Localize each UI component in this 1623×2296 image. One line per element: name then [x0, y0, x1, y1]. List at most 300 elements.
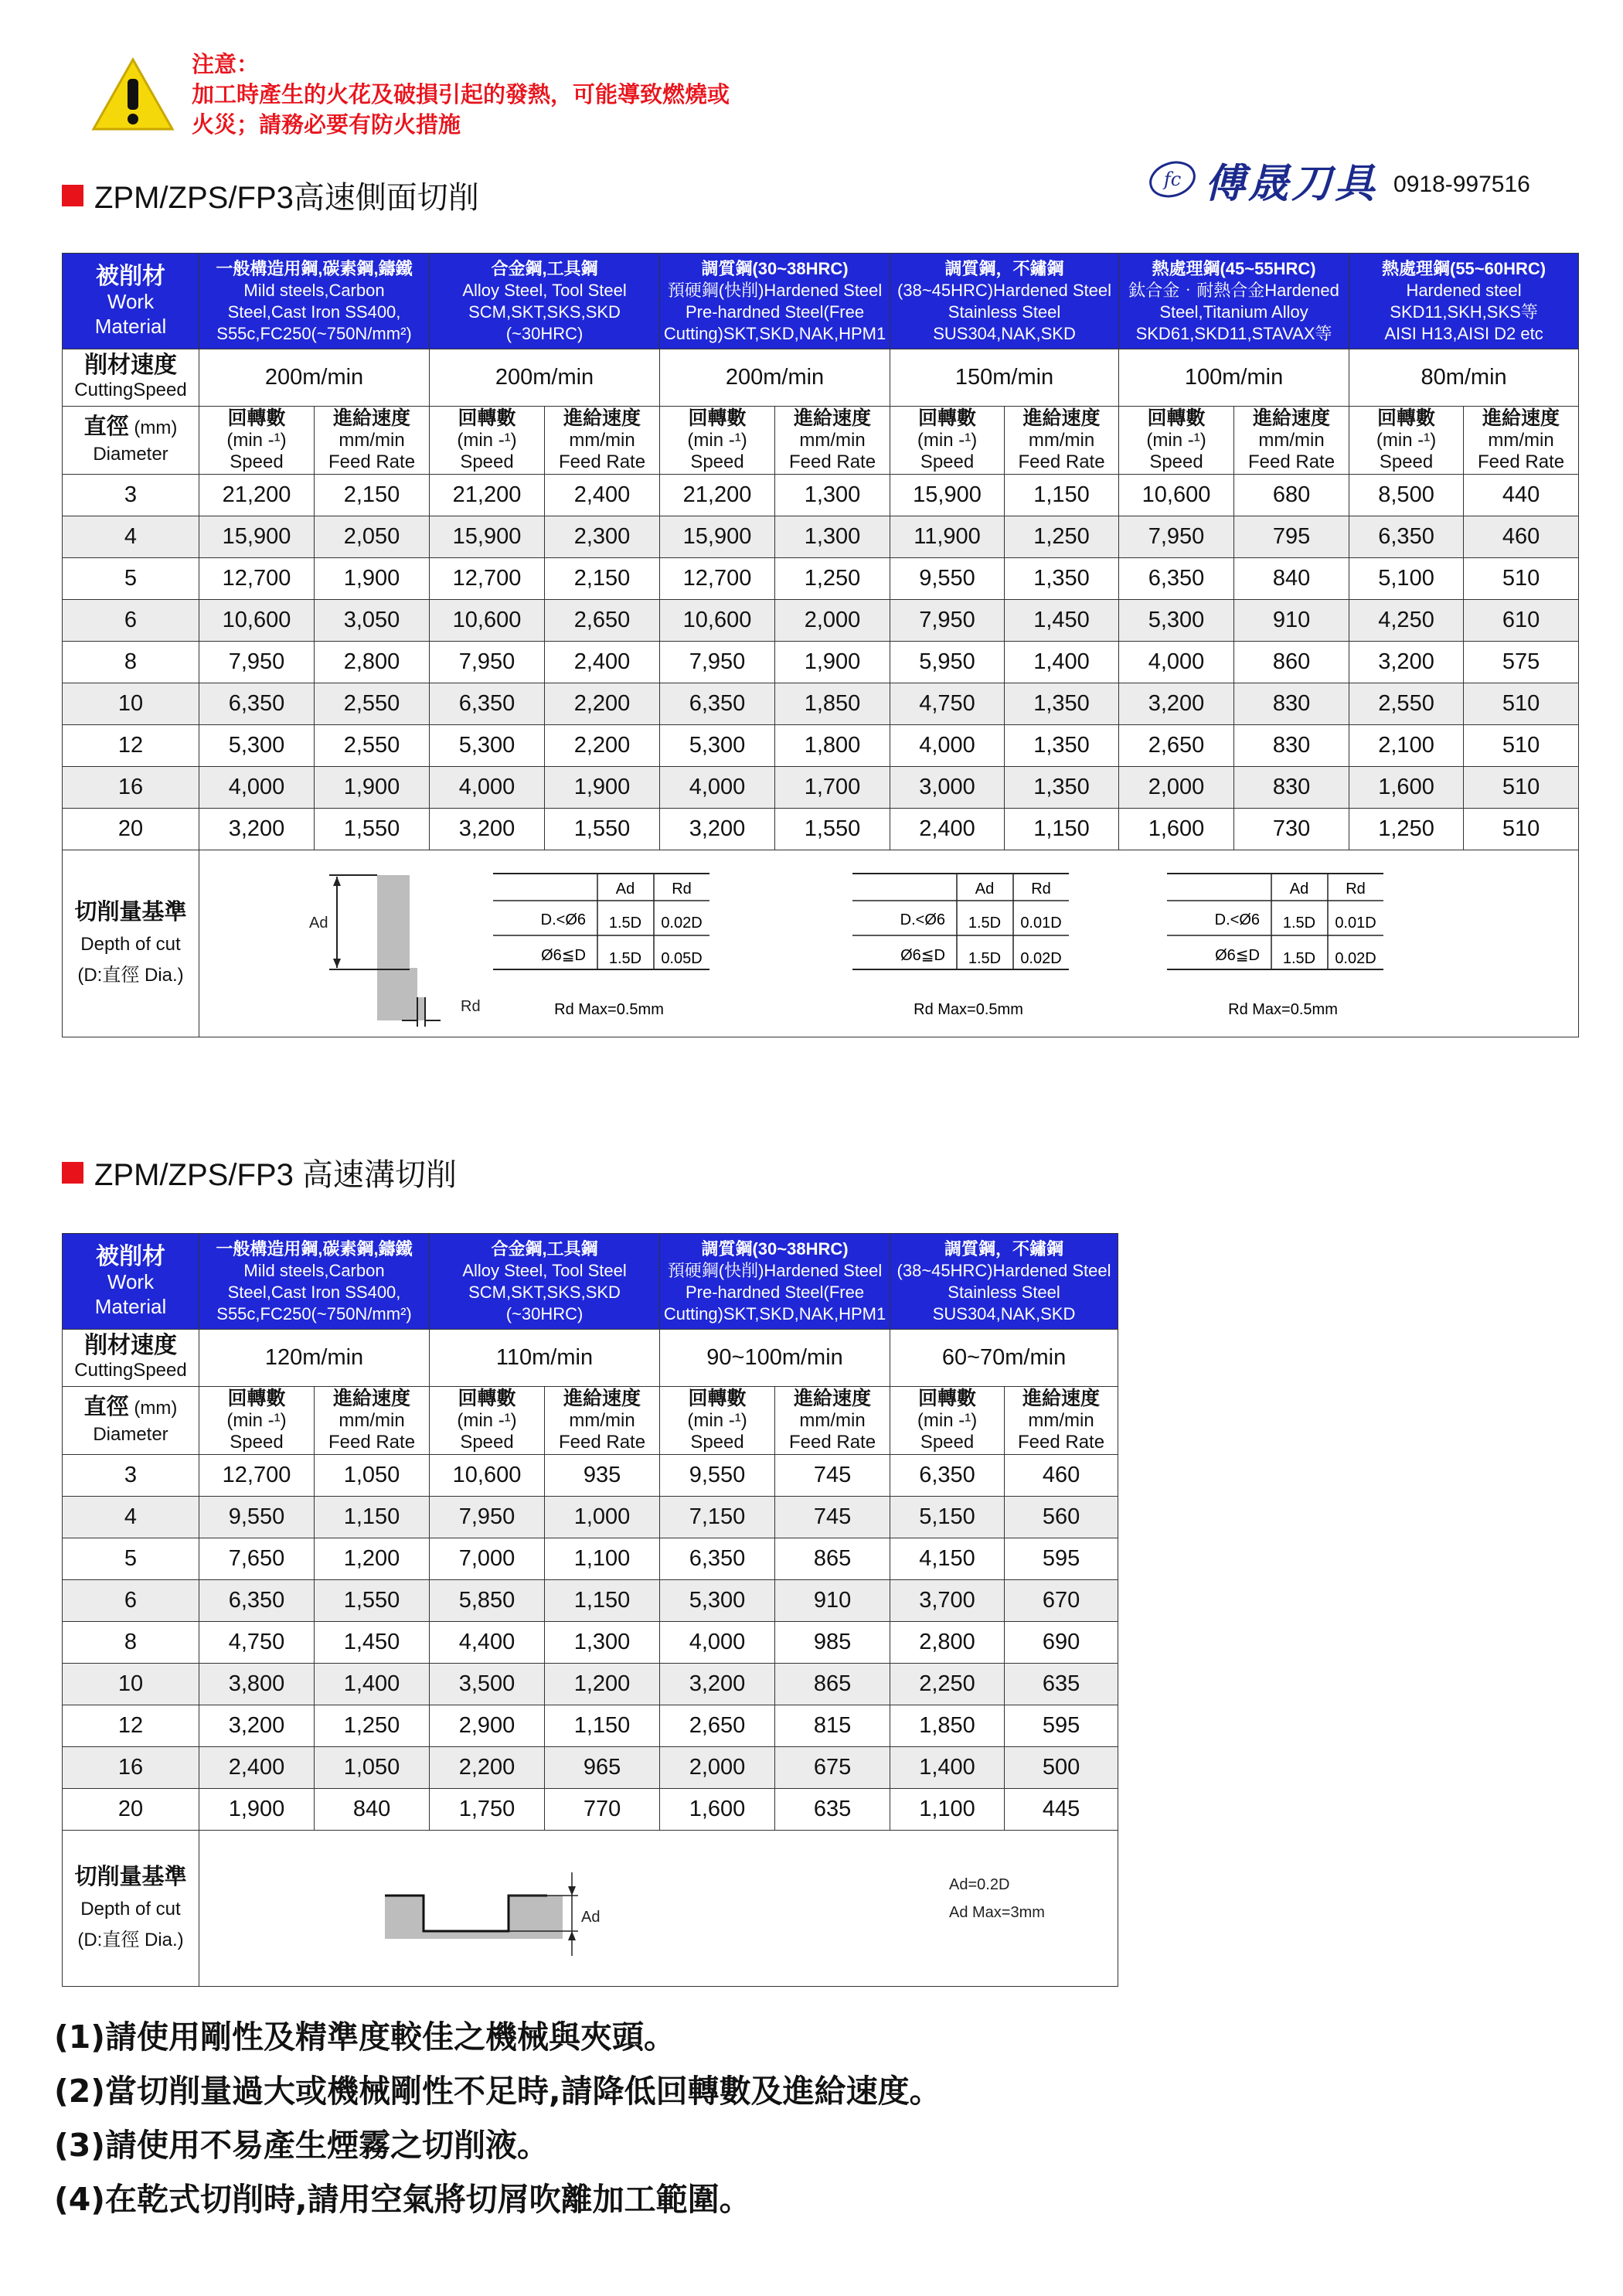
- feed-rate-cell: 1,200: [545, 1664, 660, 1705]
- feed-rate-cell: 690: [1005, 1622, 1118, 1664]
- feed-rate-cell: 595: [1005, 1705, 1118, 1747]
- red-square-bullet: [62, 1162, 83, 1184]
- feed-rate-cell: 510: [1464, 558, 1579, 600]
- table-row: [63, 516, 1579, 558]
- material-cell: 調質鋼(30~38HRC) 預硬鋼(快削)Hardened Steel Pre-hardned Steel(Free Cutting)SKT,SKD,NAK,HPM1: [660, 254, 890, 349]
- speed-cell: 15,900: [660, 516, 775, 558]
- doc-table-3: [1167, 874, 1383, 1018]
- speed-cell: 15,900: [890, 475, 1005, 516]
- brand: [1148, 148, 1530, 210]
- speed-cell: 3,200: [199, 809, 315, 850]
- diameter-cell: 4: [63, 516, 199, 558]
- speed-cell: 2,900: [430, 1705, 545, 1747]
- feed-rate-header: 進給速度 mm/min Feed Rate: [315, 407, 430, 475]
- feed-rate-cell: 1,550: [315, 1580, 430, 1622]
- fire-warning: [85, 46, 904, 147]
- material-cell: 調質鋼，不鏽鋼 (38~45HRC)Hardened Steel Stainless Steel SUS304,NAK,SKD: [890, 1234, 1118, 1330]
- svg-text:0.01D: 0.01D: [1020, 914, 1062, 932]
- feed-rate-cell: 865: [775, 1664, 890, 1705]
- work-material-label: 被削材 Work Material: [63, 1234, 199, 1330]
- speed-cell: 1,400: [890, 1747, 1005, 1789]
- cutting-speed-value: 100m/min: [1119, 349, 1349, 407]
- diameter-cell: 12: [63, 725, 199, 767]
- speed-cell: 6,350: [199, 683, 315, 725]
- material-cell: 調質鋼，不鏽鋼 (38~45HRC)Hardened Steel Stainless Steel SUS304,NAK,SKD: [890, 254, 1119, 349]
- table-row: [63, 1455, 1118, 1497]
- table-row: [63, 642, 1579, 683]
- feed-rate-cell: 3,050: [315, 600, 430, 642]
- diameter-cell: 5: [63, 1538, 199, 1580]
- diameter-cell: 20: [63, 809, 199, 850]
- speed-cell: 1,850: [890, 1705, 1005, 1747]
- material-cell: 調質鋼(30~38HRC) 預硬鋼(快削)Hardened Steel Pre-hardned Steel(Free Cutting)SKT,SKD,NAK,HPM1: [660, 1234, 890, 1330]
- speed-cell: 1,100: [890, 1789, 1005, 1831]
- speed-cell: 2,000: [660, 1747, 775, 1789]
- speed-cell: 15,900: [199, 516, 315, 558]
- table-row: [63, 1497, 1118, 1538]
- speed-cell: 6,350: [660, 683, 775, 725]
- feed-rate-cell: 1,150: [545, 1705, 660, 1747]
- feed-rate-header: 進給速度 mm/min Feed Rate: [1005, 407, 1119, 475]
- brand-logo: [1148, 160, 1197, 199]
- cutting-speed-row: [63, 349, 1579, 407]
- feed-rate-cell: 815: [775, 1705, 890, 1747]
- svg-text:D.<Ø6: D.<Ø6: [540, 911, 586, 928]
- feed-rate-cell: 1,300: [775, 516, 890, 558]
- feed-rate-cell: 2,150: [315, 475, 430, 516]
- svg-text:1.5D: 1.5D: [968, 914, 1002, 932]
- speed-cell: 2,400: [890, 809, 1005, 850]
- speed-cell: 4,750: [199, 1622, 315, 1664]
- speed-cell: 10,600: [660, 600, 775, 642]
- feed-rate-cell: 1,700: [775, 767, 890, 809]
- speed-cell: 3,200: [199, 1705, 315, 1747]
- note-item: (4)在乾式切削時,請用空氣將切屑吹離加工範圍。: [54, 2181, 751, 2218]
- speed-cell: 5,300: [199, 725, 315, 767]
- cutting-speed-value: 200m/min: [430, 349, 660, 407]
- feed-rate-cell: 730: [1234, 809, 1349, 850]
- speed-cell: 5,100: [1349, 558, 1464, 600]
- speed-cell: 5,300: [430, 725, 545, 767]
- feed-rate-header: 進給速度 mm/min Feed Rate: [1464, 407, 1579, 475]
- speed-cell: 6,350: [1119, 558, 1234, 600]
- cutting-speed-value: 120m/min: [199, 1330, 430, 1387]
- speed-cell: 2,100: [1349, 725, 1464, 767]
- speed-cell: 3,200: [660, 809, 775, 850]
- feed-rate-cell: 860: [1234, 642, 1349, 683]
- brand-phone: 0918-997516: [1393, 172, 1530, 197]
- svg-text:0.02D: 0.02D: [1335, 949, 1376, 967]
- speed-cell: 7,150: [660, 1497, 775, 1538]
- feed-rate-cell: 1,550: [775, 809, 890, 850]
- svg-text:Ø6≦D: Ø6≦D: [1215, 946, 1260, 964]
- feed-rate-cell: 1,850: [775, 683, 890, 725]
- feed-rate-cell: 510: [1464, 809, 1579, 850]
- speed-cell: 12,700: [199, 1455, 315, 1497]
- feed-rate-header: 進給速度 mm/min Feed Rate: [545, 1387, 660, 1455]
- table-row: [63, 1747, 1118, 1789]
- slot-cut-title: ZPM/ZPS/FP3 高速溝切削: [62, 1150, 457, 1194]
- diameter-cell: 5: [63, 558, 199, 600]
- speed-cell: 11,900: [890, 516, 1005, 558]
- speed-cell: 2,200: [430, 1747, 545, 1789]
- cutting-speed-value: 150m/min: [890, 349, 1119, 407]
- rpm-header: 回轉數 (min -¹) Speed: [890, 1387, 1005, 1455]
- table-row: [63, 683, 1579, 725]
- brand-name: 傅晟刀具: [1205, 159, 1379, 207]
- speed-cell: 3,800: [199, 1664, 315, 1705]
- note-item: (2)當切削量過大或機械剛性不足時,請降低回轉數及進給速度。: [54, 2073, 941, 2110]
- speed-cell: 4,000: [430, 767, 545, 809]
- feed-rate-header: 進給速度 mm/min Feed Rate: [545, 407, 660, 475]
- feed-rate-cell: 935: [545, 1455, 660, 1497]
- feed-rate-cell: 1,450: [315, 1622, 430, 1664]
- feed-rate-cell: 1,150: [545, 1580, 660, 1622]
- svg-text:Ø6≦D: Ø6≦D: [900, 946, 945, 964]
- feed-rate-cell: 1,900: [775, 642, 890, 683]
- feed-rate-cell: 2,200: [545, 725, 660, 767]
- speed-cell: 6,350: [660, 1538, 775, 1580]
- speed-cell: 3,200: [1349, 642, 1464, 683]
- cutting-speed-value: 90~100m/min: [660, 1330, 890, 1387]
- speed-cell: 7,950: [430, 642, 545, 683]
- feed-rate-cell: 575: [1464, 642, 1579, 683]
- feed-rate-cell: 2,400: [545, 642, 660, 683]
- feed-rate-cell: 1,300: [775, 475, 890, 516]
- feed-rate-cell: 635: [1005, 1664, 1118, 1705]
- depth-of-cut-label: 切削量基準 Depth of cut (D:直徑 Dia.): [63, 1831, 199, 1987]
- speed-cell: 9,550: [199, 1497, 315, 1538]
- feed-rate-cell: 770: [545, 1789, 660, 1831]
- doc-table-2: [852, 874, 1069, 1018]
- svg-text:1.5D: 1.5D: [608, 949, 642, 967]
- feed-rate-header: 進給速度 mm/min Feed Rate: [1005, 1387, 1118, 1455]
- cutting-speed-value: 200m/min: [199, 349, 430, 407]
- diameter-cell: 8: [63, 1622, 199, 1664]
- speed-cell: 1,250: [1349, 809, 1464, 850]
- feed-rate-cell: 1,350: [1005, 683, 1119, 725]
- feed-rate-cell: 1,800: [775, 725, 890, 767]
- feed-rate-cell: 1,900: [315, 767, 430, 809]
- side-cut-table: [62, 253, 1579, 1037]
- feed-rate-cell: 1,900: [545, 767, 660, 809]
- svg-text:0.01D: 0.01D: [1335, 914, 1376, 932]
- feed-rate-header: 進給速度 mm/min Feed Rate: [775, 407, 890, 475]
- table-row: [63, 809, 1579, 850]
- note-item: (1)請使用剛性及精準度較佳之機械與夾頭。: [54, 2018, 676, 2056]
- svg-text:1.5D: 1.5D: [608, 914, 642, 932]
- red-square-bullet: [62, 185, 83, 206]
- material-cell: 一般構造用鋼,碳素鋼,鑄鐵 Mild steels,Carbon Steel,Cast Iron SS400, S55c,FC250(~750N/mm²): [199, 254, 430, 349]
- speed-cell: 7,000: [430, 1538, 545, 1580]
- cutting-speed-label: 削材速度 CuttingSpeed: [63, 349, 199, 407]
- feed-rate-cell: 1,250: [315, 1705, 430, 1747]
- feed-rate-cell: 965: [545, 1747, 660, 1789]
- doc-table-1: [493, 874, 709, 1018]
- feed-rate-cell: 1,350: [1005, 725, 1119, 767]
- feed-rate-cell: 745: [775, 1455, 890, 1497]
- speed-cell: 9,550: [660, 1455, 775, 1497]
- speed-cell: 5,150: [890, 1497, 1005, 1538]
- material-header-row: [63, 254, 1579, 349]
- slot-depth-diagram: [199, 1831, 1118, 1987]
- slot-doc-note-1: Ad=0.2D: [949, 1875, 1010, 1893]
- cutting-speed-value: 60~70m/min: [890, 1330, 1118, 1387]
- speed-cell: 4,250: [1349, 600, 1464, 642]
- speed-cell: 4,000: [660, 1622, 775, 1664]
- speed-cell: 1,600: [1119, 809, 1234, 850]
- svg-text:D.<Ø6: D.<Ø6: [900, 911, 945, 928]
- sub-header-row: [63, 407, 1579, 475]
- table-row: [63, 558, 1579, 600]
- svg-text:Rd Max=0.5mm: Rd Max=0.5mm: [1228, 1000, 1338, 1018]
- feed-rate-cell: 510: [1464, 683, 1579, 725]
- feed-rate-cell: 2,050: [315, 516, 430, 558]
- svg-text:0.02D: 0.02D: [1020, 949, 1062, 967]
- feed-rate-cell: 1,900: [315, 558, 430, 600]
- table-row: [63, 1580, 1118, 1622]
- speed-cell: 21,200: [199, 475, 315, 516]
- table-row: [63, 767, 1579, 809]
- sub-header-row: [63, 1387, 1118, 1455]
- feed-rate-cell: 795: [1234, 516, 1349, 558]
- speed-cell: 7,950: [199, 642, 315, 683]
- feed-rate-cell: 2,300: [545, 516, 660, 558]
- svg-text:Rd Max=0.5mm: Rd Max=0.5mm: [914, 1000, 1023, 1018]
- svg-text:Ad: Ad: [581, 1908, 601, 1926]
- diameter-cell: 4: [63, 1497, 199, 1538]
- svg-text:Ad: Ad: [309, 914, 328, 932]
- feed-rate-cell: 1,150: [1005, 809, 1119, 850]
- speed-cell: 6,350: [430, 683, 545, 725]
- feed-rate-cell: 1,100: [545, 1538, 660, 1580]
- table-row: [63, 600, 1579, 642]
- feed-rate-cell: 910: [775, 1580, 890, 1622]
- diameter-cell: 10: [63, 1664, 199, 1705]
- feed-rate-header: 進給速度 mm/min Feed Rate: [775, 1387, 890, 1455]
- speed-cell: 10,600: [430, 1455, 545, 1497]
- slot-cut-diagram: [385, 1872, 600, 1956]
- speed-cell: 9,550: [890, 558, 1005, 600]
- svg-text:1.5D: 1.5D: [1282, 914, 1316, 932]
- svg-text:Rd: Rd: [461, 997, 481, 1015]
- cutting-speed-value: 200m/min: [660, 349, 890, 407]
- feed-rate-cell: 830: [1234, 767, 1349, 809]
- feed-rate-header: 進給速度 mm/min Feed Rate: [315, 1387, 430, 1455]
- diameter-cell: 8: [63, 642, 199, 683]
- feed-rate-cell: 560: [1005, 1497, 1118, 1538]
- speed-cell: 7,950: [1119, 516, 1234, 558]
- feed-rate-cell: 865: [775, 1538, 890, 1580]
- table-row: [63, 1538, 1118, 1580]
- feed-rate-cell: 1,000: [545, 1497, 660, 1538]
- cutting-speed-value: 80m/min: [1349, 349, 1579, 407]
- slot-doc-note-2: Ad Max=3mm: [949, 1903, 1045, 1921]
- feed-rate-cell: 1,350: [1005, 558, 1119, 600]
- feed-rate-cell: 1,050: [315, 1747, 430, 1789]
- rpm-header: 回轉數 (min -¹) Speed: [660, 407, 775, 475]
- table-row: [63, 1622, 1118, 1664]
- table-row: [63, 725, 1579, 767]
- speed-cell: 7,950: [430, 1497, 545, 1538]
- depth-of-cut-label: 切削量基準 Depth of cut (D:直徑 Dia.): [63, 850, 199, 1037]
- rpm-header: 回轉數 (min -¹) Speed: [199, 1387, 315, 1455]
- speed-cell: 7,650: [199, 1538, 315, 1580]
- speed-cell: 6,350: [1349, 516, 1464, 558]
- feed-rate-cell: 2,400: [545, 475, 660, 516]
- diameter-cell: 20: [63, 1789, 199, 1831]
- speed-cell: 2,650: [1119, 725, 1234, 767]
- warning-triangle-icon: [91, 57, 175, 131]
- diameter-cell: 3: [63, 475, 199, 516]
- speed-cell: 10,600: [1119, 475, 1234, 516]
- speed-cell: 5,950: [890, 642, 1005, 683]
- speed-cell: 3,200: [430, 809, 545, 850]
- feed-rate-cell: 745: [775, 1497, 890, 1538]
- speed-cell: 4,750: [890, 683, 1005, 725]
- speed-cell: 4,000: [890, 725, 1005, 767]
- speed-cell: 3,500: [430, 1664, 545, 1705]
- speed-cell: 3,700: [890, 1580, 1005, 1622]
- feed-rate-cell: 500: [1005, 1747, 1118, 1789]
- speed-cell: 2,000: [1119, 767, 1234, 809]
- speed-cell: 5,300: [660, 725, 775, 767]
- feed-rate-cell: 1,150: [1005, 475, 1119, 516]
- speed-cell: 1,900: [199, 1789, 315, 1831]
- speed-cell: 12,700: [660, 558, 775, 600]
- speed-cell: 21,200: [660, 475, 775, 516]
- speed-cell: 4,000: [199, 767, 315, 809]
- diameter-cell: 10: [63, 683, 199, 725]
- feed-rate-cell: 1,200: [315, 1538, 430, 1580]
- speed-cell: 2,400: [199, 1747, 315, 1789]
- speed-cell: 4,000: [1119, 642, 1234, 683]
- usage-notes: [54, 2010, 941, 2226]
- material-cell: 一般構造用鋼,碳素鋼,鑄鐵 Mild steels,Carbon Steel,Cast Iron SS400, S55c,FC250(~750N/mm²): [199, 1234, 430, 1330]
- speed-cell: 12,700: [430, 558, 545, 600]
- depth-of-cut-row: [63, 850, 1579, 1037]
- feed-rate-cell: 985: [775, 1622, 890, 1664]
- svg-text:1.5D: 1.5D: [1282, 949, 1316, 967]
- speed-cell: 6,350: [199, 1580, 315, 1622]
- diameter-label: 直徑 (mm) Diameter: [63, 407, 199, 475]
- material-cell: 熱處理鋼(55~60HRC) Hardened steel SKD11,SKH,SKS等 AISI H13,AISI D2 etc: [1349, 254, 1579, 349]
- feed-rate-cell: 830: [1234, 683, 1349, 725]
- rpm-header: 回轉數 (min -¹) Speed: [1119, 407, 1234, 475]
- feed-rate-cell: 2,550: [315, 725, 430, 767]
- feed-rate-cell: 610: [1464, 600, 1579, 642]
- diameter-cell: 12: [63, 1705, 199, 1747]
- speed-cell: 5,300: [660, 1580, 775, 1622]
- speed-cell: 12,700: [199, 558, 315, 600]
- speed-cell: 4,400: [430, 1622, 545, 1664]
- feed-rate-cell: 2,150: [545, 558, 660, 600]
- diameter-cell: 6: [63, 600, 199, 642]
- speed-cell: 1,750: [430, 1789, 545, 1831]
- svg-text:Ad: Ad: [975, 880, 995, 898]
- feed-rate-header: 進給速度 mm/min Feed Rate: [1234, 407, 1349, 475]
- rpm-header: 回轉數 (min -¹) Speed: [1349, 407, 1464, 475]
- feed-rate-cell: 1,250: [775, 558, 890, 600]
- svg-text:0.02D: 0.02D: [661, 914, 703, 932]
- rpm-header: 回轉數 (min -¹) Speed: [430, 1387, 545, 1455]
- feed-rate-cell: 510: [1464, 767, 1579, 809]
- feed-rate-cell: 2,650: [545, 600, 660, 642]
- material-cell: 熱處理鋼(45~55HRC) 鈦合金‧耐熱合金Hardened Steel,Titanium Alloy SKD61,SKD11,STAVAX等: [1119, 254, 1349, 349]
- diameter-cell: 6: [63, 1580, 199, 1622]
- svg-text:Rd Max=0.5mm: Rd Max=0.5mm: [554, 1000, 664, 1018]
- feed-rate-cell: 510: [1464, 725, 1579, 767]
- feed-rate-cell: 460: [1005, 1455, 1118, 1497]
- side-cut-diagram: [309, 875, 481, 1027]
- speed-cell: 6,350: [890, 1455, 1005, 1497]
- speed-cell: 10,600: [430, 600, 545, 642]
- speed-cell: 3,200: [660, 1664, 775, 1705]
- feed-rate-cell: 460: [1464, 516, 1579, 558]
- depth-of-cut-diagrams: [199, 850, 1579, 1037]
- speed-cell: 2,250: [890, 1664, 1005, 1705]
- feed-rate-cell: 595: [1005, 1538, 1118, 1580]
- feed-rate-cell: 840: [315, 1789, 430, 1831]
- feed-rate-cell: 840: [1234, 558, 1349, 600]
- rpm-header: 回轉數 (min -¹) Speed: [890, 407, 1005, 475]
- material-cell: 合金鋼,工具鋼 Alloy Steel, Tool Steel SCM,SKT,SKS,SKD (~30HRC): [430, 1234, 660, 1330]
- rpm-header: 回轉數 (min -¹) Speed: [199, 407, 315, 475]
- speed-cell: 3,200: [1119, 683, 1234, 725]
- svg-text:1.5D: 1.5D: [968, 949, 1002, 967]
- rpm-header: 回轉數 (min -¹) Speed: [430, 407, 545, 475]
- feed-rate-cell: 440: [1464, 475, 1579, 516]
- feed-rate-cell: 1,400: [315, 1664, 430, 1705]
- cutting-speed-row: [63, 1330, 1118, 1387]
- feed-rate-cell: 2,550: [315, 683, 430, 725]
- speed-cell: 21,200: [430, 475, 545, 516]
- diameter-cell: 3: [63, 1455, 199, 1497]
- note-item: (3)請使用不易產生煙霧之切削液。: [54, 2127, 550, 2164]
- speed-cell: 4,000: [660, 767, 775, 809]
- cutting-speed-label: 削材速度 CuttingSpeed: [63, 1330, 199, 1387]
- speed-cell: 4,150: [890, 1538, 1005, 1580]
- speed-cell: 5,850: [430, 1580, 545, 1622]
- feed-rate-cell: 1,300: [545, 1622, 660, 1664]
- svg-text:Ø6≦D: Ø6≦D: [541, 946, 586, 964]
- feed-rate-cell: 1,150: [315, 1497, 430, 1538]
- speed-cell: 8,500: [1349, 475, 1464, 516]
- feed-rate-cell: 1,400: [1005, 642, 1119, 683]
- speed-cell: 3,000: [890, 767, 1005, 809]
- feed-rate-cell: 830: [1234, 725, 1349, 767]
- speed-cell: 1,600: [1349, 767, 1464, 809]
- side-cut-title: ZPM/ZPS/FP3高速側面切削: [62, 173, 479, 217]
- diameter-cell: 16: [63, 1747, 199, 1789]
- diameter-label: 直徑 (mm) Diameter: [63, 1387, 199, 1455]
- svg-text:Rd: Rd: [1031, 880, 1051, 898]
- table-row: [63, 475, 1579, 516]
- feed-rate-cell: 1,550: [315, 809, 430, 850]
- svg-text:Rd: Rd: [1346, 880, 1366, 898]
- depth-of-cut-row: [63, 1831, 1118, 1987]
- svg-text:fc: fc: [1163, 169, 1182, 190]
- feed-rate-cell: 1,050: [315, 1455, 430, 1497]
- rpm-header: 回轉數 (min -¹) Speed: [660, 1387, 775, 1455]
- feed-rate-cell: 1,450: [1005, 600, 1119, 642]
- feed-rate-cell: 445: [1005, 1789, 1118, 1831]
- speed-cell: 10,600: [199, 600, 315, 642]
- material-header-row: [63, 1234, 1118, 1330]
- feed-rate-cell: 1,350: [1005, 767, 1119, 809]
- speed-cell: 7,950: [660, 642, 775, 683]
- warning-line-1: 加工時產生的火花及破損引起的發熱，可能導致燃燒或: [192, 81, 730, 107]
